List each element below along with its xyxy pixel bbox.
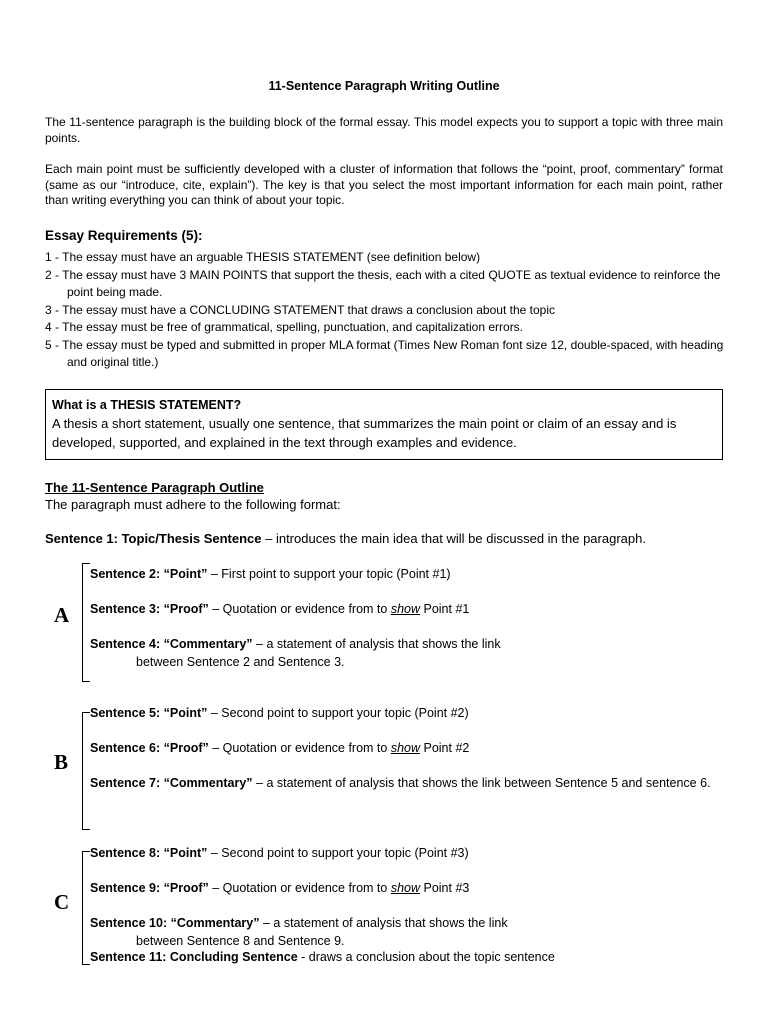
group-a-letter: A [54, 603, 70, 627]
sentence-11-label: Sentence 11: Concluding Sentence [90, 950, 298, 964]
sentence-11 [90, 949, 555, 967]
sentence-6-text: – Quotation or evidence from to [208, 741, 391, 755]
sentence-9-text: – Quotation or evidence from to [208, 881, 391, 895]
document-title: 11-Sentence Paragraph Writing Outline [268, 79, 500, 93]
sentence-7-text: – a statement of analysis that shows the link between Sentence 5 and sentence 6. [252, 776, 711, 790]
sentence-1 [45, 531, 646, 546]
sentence-6-label: Sentence 6: “Proof” [90, 741, 209, 755]
intro-paragraph-1: The 11-sentence paragraph is the building block of the formal essay. This model expects you to support a topic with three main points. [45, 115, 723, 145]
show-emphasis: show [390, 602, 421, 616]
sentence-7 [90, 775, 720, 793]
sentence-8-label: Sentence 8: “Point” [90, 846, 208, 860]
sentence-8-text: – Second point to support your topic (Point #3) [207, 846, 469, 860]
thesis-box-body: A thesis a short statement, usually one sentence, that summarizes the main point or claim of an essay and is developed, supported, and explained in the text through examples and evidence. [52, 416, 677, 450]
group-a-bracket [82, 563, 90, 682]
group-b-bracket [82, 712, 90, 830]
requirement-item: 2 - The essay must have 3 MAIN POINTS that support the thesis, each with a cited QUOTE as textual evidence to reinforce the point being made. [45, 267, 721, 299]
sentence-10-text: – a statement of analysis that shows the link [259, 916, 508, 930]
thesis-box-heading: What is a THESIS STATEMENT? [52, 398, 242, 412]
sentence-3-text: – Quotation or evidence from to [208, 602, 391, 616]
show-emphasis: show [390, 881, 421, 895]
sentence-9 [90, 880, 469, 898]
sentence-2-label: Sentence 2: “Point” [90, 567, 208, 581]
sentence-9-target: Point #3 [420, 881, 470, 895]
intro-paragraph-2: Each main point must be sufficiently developed with a cluster of information that follows the “point, proof, commentary” format (same as our “introduce, cite, explain”). The key is that you select the most important information for each main point, rather than writing everything you can think of about your topic. [45, 162, 723, 207]
sentence-8 [90, 845, 469, 863]
sentence-5 [90, 705, 469, 723]
sentence-4-label: Sentence 4: “Commentary” [90, 637, 253, 651]
sentence-9-label: Sentence 9: “Proof” [90, 881, 209, 895]
sentence-11-text: - draws a conclusion about the topic sentence [297, 950, 555, 964]
sentence-4-continuation: between Sentence 2 and Sentence 3. [136, 654, 345, 669]
sentence-4 [90, 636, 501, 671]
sentence-3 [90, 601, 469, 619]
sentence-1-text: – introduces the main idea that will be discussed in the paragraph. [261, 531, 646, 546]
sentence-1-label: Sentence 1: Topic/Thesis Sentence [45, 531, 262, 546]
outline-heading: The 11-Sentence Paragraph Outline [45, 480, 264, 495]
show-emphasis: show [390, 741, 421, 755]
requirement-item: 3 - The essay must have a CONCLUDING STATEMENT that draws a conclusion about the topic [45, 302, 555, 317]
requirement-item: 5 - The essay must be typed and submitted in proper MLA format (Times New Roman font size 12, double-spaced, with heading and original title.) [45, 337, 724, 369]
requirement-item: 4 - The essay must be free of grammatical, spelling, punctuation, and capitalization errors. [45, 320, 524, 334]
sentence-6 [90, 740, 469, 758]
requirements-list [45, 249, 725, 372]
sentence-10-continuation: between Sentence 8 and Sentence 9. [136, 933, 345, 948]
thesis-definition-box [45, 389, 723, 460]
sentence-3-target: Point #1 [420, 602, 470, 616]
sentence-4-text: – a statement of analysis that shows the link [252, 637, 501, 651]
requirements-heading: Essay Requirements (5): [45, 228, 203, 243]
sentence-5-label: Sentence 5: “Point” [90, 706, 208, 720]
group-b-letter: B [54, 750, 69, 774]
sentence-10 [90, 915, 508, 950]
requirement-item: 1 - The essay must have an arguable THESIS STATEMENT (see definition below) [45, 250, 481, 264]
sentence-2-text: – First point to support your topic (Point #1) [207, 567, 451, 581]
sentence-6-target: Point #2 [420, 741, 470, 755]
group-c-bracket [82, 851, 90, 965]
group-c-letter: C [54, 890, 70, 914]
sentence-10-label: Sentence 10: “Commentary” [90, 916, 260, 930]
sentence-5-text: – Second point to support your topic (Point #2) [207, 706, 469, 720]
sentence-2 [90, 566, 451, 584]
sentence-3-label: Sentence 3: “Proof” [90, 602, 209, 616]
outline-intro: The paragraph must adhere to the following format: [45, 497, 341, 512]
sentence-7-label: Sentence 7: “Commentary” [90, 776, 253, 790]
